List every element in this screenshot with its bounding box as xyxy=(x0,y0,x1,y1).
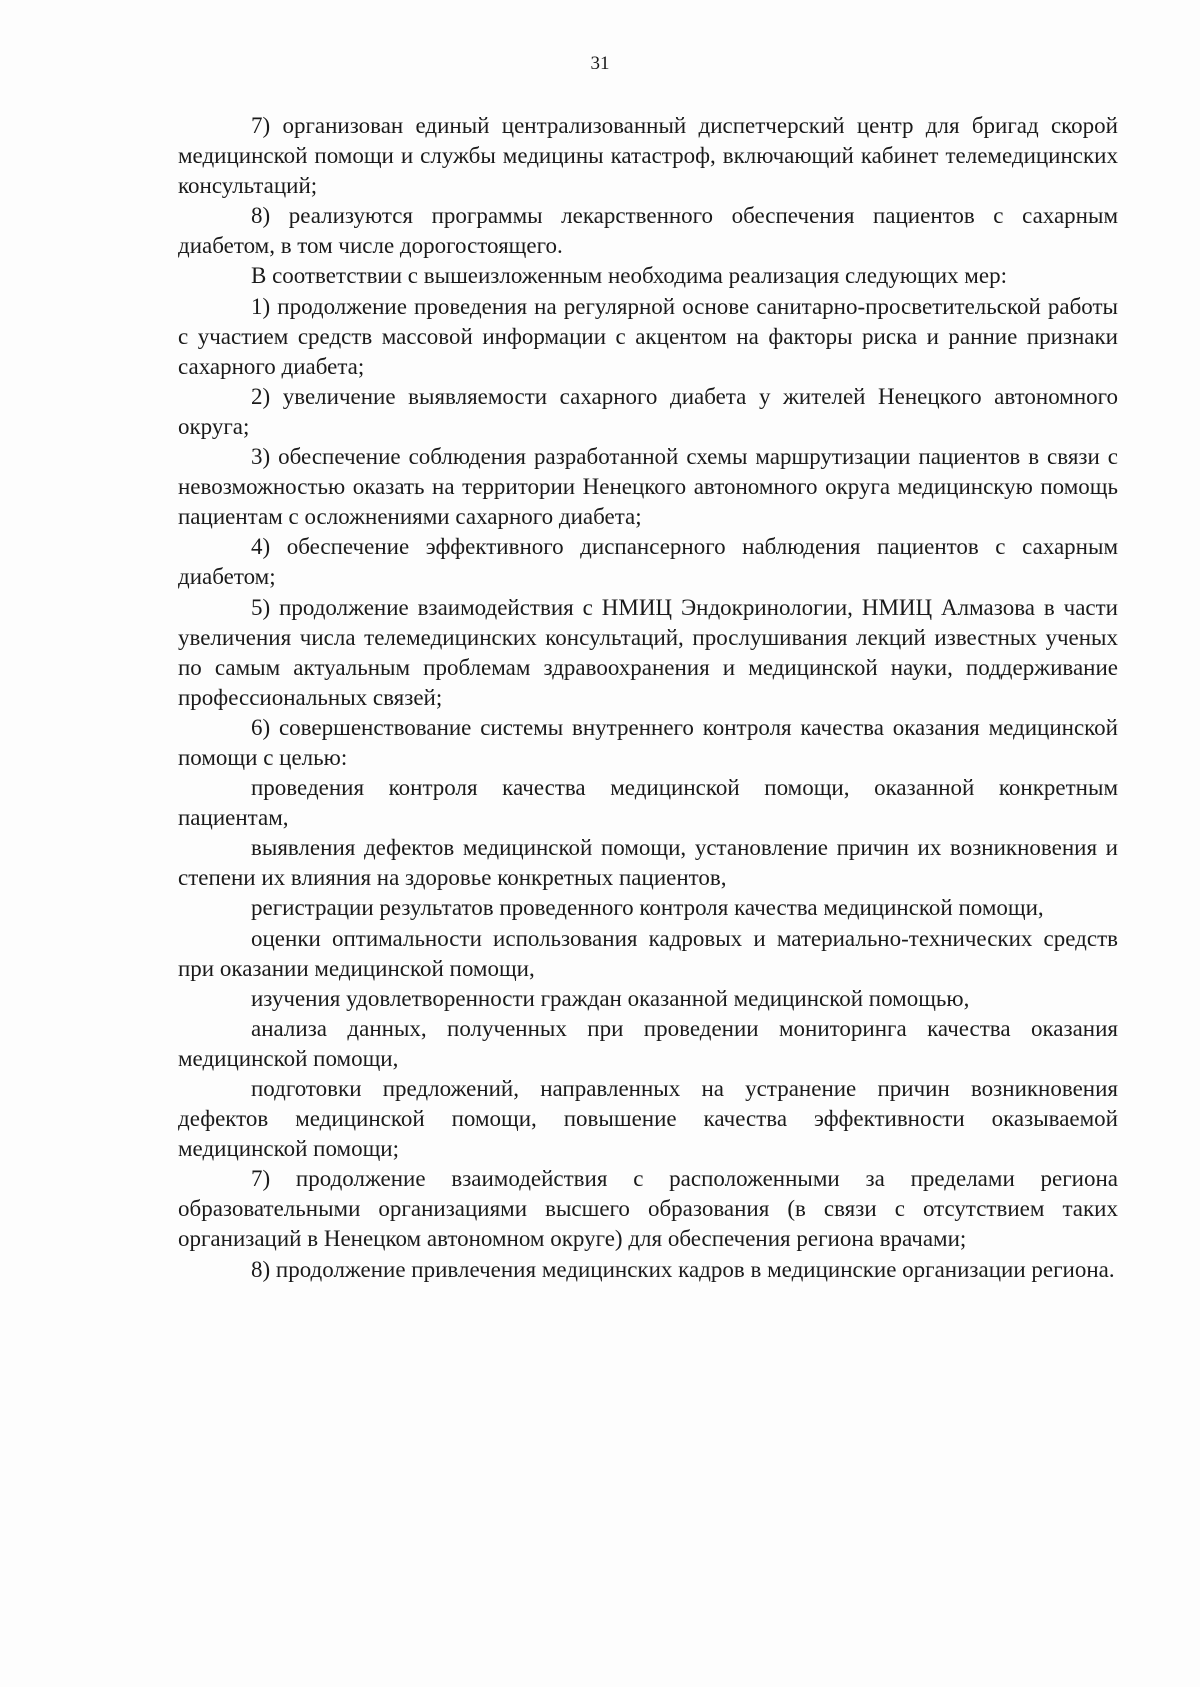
paragraph-measure-6-sub-5: изучения удовлетворенности граждан оказанной медицинской помощью, xyxy=(251,985,970,1011)
document-body xyxy=(178,111,1118,1285)
paragraph-item-7-dispatch-center: 7) организован единый централизованный диспетчерский центр для бригад скорой медицинской помощи и службы медицины катастроф, включающий кабинет телемедицинских консультаций; xyxy=(178,113,1118,199)
paragraph-measure-1: 1) продолжение проведения на регулярной основе санитарно-просветительской работы с участием средств массовой информации с акцентом на факторы риска и ранние признаки сахарного диабета; xyxy=(178,293,1118,379)
paragraph-item-8-drug-programs: 8) реализуются программы лекарственного обеспечения пациентов с сахарным диабетом, в том числе дорогостоящего. xyxy=(178,203,1118,259)
paragraph-measure-6-sub-7: подготовки предложений, направленных на устранение причин возникновения дефектов медицинской помощи, повышение качества эффективности оказываемой медицинской помощи; xyxy=(178,1076,1118,1162)
paragraph-measure-6: 6) совершенствование системы внутреннего контроля качества оказания медицинской помощи с целью: xyxy=(178,714,1118,770)
paragraph-measure-7: 7) продолжение взаимодействия с расположенными за пределами региона образовательными организациями высшего образования (в связи с отсутствием таких организаций в Ненецком автономном округе) для обеспечения региона врачами; xyxy=(178,1166,1118,1252)
page-number: 31 xyxy=(590,53,610,74)
paragraph-measure-4: 4) обеспечение эффективного диспансерного наблюдения пациентов с сахарным диабетом; xyxy=(178,534,1118,590)
paragraph-measure-6-sub-3: регистрации результатов проведенного контроля качества медицинской помощи, xyxy=(251,895,1044,921)
paragraph-measure-6-sub-2: выявления дефектов медицинской помощи, установление причин их возникновения и степени их влияния на здоровье конкретных пациентов, xyxy=(178,835,1118,891)
paragraph-measure-5: 5) продолжение взаимодействия с НМИЦ Эндокринологии, НМИЦ Алмазова в части увеличения числа телемедицинских консультаций, прослушивания лекций известных ученых по самым актуальным проблемам здравоохранения и медицинской науки, поддерживание профессиональных связей; xyxy=(178,594,1118,710)
paragraph-measures-intro: В соответствии с вышеизложенным необходима реализация следующих мер: xyxy=(251,263,1007,289)
paragraph-measure-6-sub-6: анализа данных, полученных при проведении мониторинга качества оказания медицинской помощи, xyxy=(178,1015,1118,1071)
paragraph-measure-3: 3) обеспечение соблюдения разработанной схемы маршрутизации пациентов в связи с невозможностью оказать на территории Ненецкого автономного округа медицинскую помощь пациентам с осложнениями сахарного диабета; xyxy=(178,444,1118,530)
paragraph-measure-8: 8) продолжение привлечения медицинских кадров в медицинские организации региона. xyxy=(251,1256,1115,1282)
paragraph-measure-6-sub-1: проведения контроля качества медицинской помощи, оказанной конкретным пациентам, xyxy=(178,775,1118,831)
paragraph-measure-2: 2) увеличение выявляемости сахарного диабета у жителей Ненецкого автономного округа; xyxy=(178,383,1118,439)
paragraph-measure-6-sub-4: оценки оптимальности использования кадровых и материально-технических средств при оказании медицинской помощи, xyxy=(178,925,1118,981)
